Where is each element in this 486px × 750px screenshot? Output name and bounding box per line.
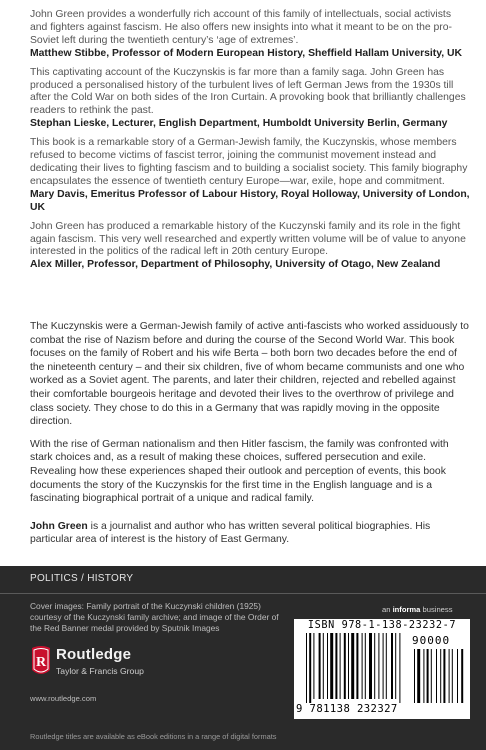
barcode-bar — [362, 633, 363, 699]
review-text: John Green provides a wonderfully rich account of this family of intellectuals, social activists and fighters against fascism. He also offers new insights into what it meant to be on the pro-Soviet left during the twentieth century’s ‘age of extremes’. — [30, 9, 453, 46]
svg-text:R: R — [35, 655, 47, 670]
informa-label — [382, 605, 453, 614]
barcode-bar — [335, 633, 337, 699]
addon-bar — [461, 649, 463, 703]
review-1 — [30, 9, 470, 61]
addon-bar — [423, 649, 424, 703]
addon-bar — [440, 649, 441, 703]
author-bio — [30, 520, 470, 547]
review-text: John Green has produced a remarkable history of the Kuczynski family and its role in the fight again fascism. This very well researched and expertly written volume will be of value to anyone interested in the politics of the radical left in 20th century Europe. — [30, 220, 466, 258]
barcode-bar — [374, 633, 375, 699]
informa-brand: informa — [392, 605, 421, 614]
barcode-bar — [313, 633, 314, 699]
publisher-group: Taylor & Francis Group — [56, 666, 144, 676]
review-attribution: Matthew Stibbe, Professor of Modern European History, Sheffield Hallam University, UK — [30, 47, 463, 59]
barcode-bar — [351, 633, 354, 699]
author-bio-text: is a journalist and author who has written several political biographies. His particular area of interest is the history of East Germany. — [30, 520, 431, 546]
review-4 — [30, 221, 470, 273]
publisher-website: www.routledge.com — [30, 694, 97, 703]
author-name: John Green — [30, 520, 88, 532]
addon-bar — [443, 649, 445, 703]
book-description — [30, 320, 470, 556]
ebook-note: Routledge titles are available as eBook editions in a range of digital formats — [30, 732, 277, 741]
review-attribution: Alex Miller, Professor, Department of Philosophy, University of Otago, New Zealand — [30, 259, 441, 271]
isbn-barcode — [294, 619, 470, 719]
review-attribution: Stephan Lieske, Lecturer, English Department, Humboldt University Berlin, Germany — [30, 118, 448, 130]
addon-bar — [457, 649, 458, 703]
publisher-logo — [30, 644, 190, 686]
review-text: This captivating account of the Kuczynskis is far more than a family saga. John Green has produced a personalised history of the turbulent lives of left German Jews from the 1930s till after the Cold War on both sides of the Iron Curtain. A provoking book that brilliantly challenges readers to rethink the past. — [30, 66, 466, 117]
review-2 — [30, 67, 470, 132]
barcode-bar — [319, 633, 321, 699]
addon-bar — [414, 649, 415, 703]
category-label: POLITICS / HISTORY — [30, 573, 134, 584]
barcode-bar — [330, 633, 333, 699]
informa-suffix: business — [420, 605, 453, 614]
review-3 — [30, 137, 470, 214]
addon-bar — [431, 649, 432, 703]
endorsements-section — [30, 9, 470, 278]
addon-bar — [452, 649, 453, 703]
addon-bar — [436, 649, 437, 703]
barcode-bar — [344, 633, 346, 699]
informa-prefix: an — [382, 605, 393, 614]
barcode-bar — [340, 633, 341, 699]
review-attribution: Mary Davis, Emeritus Professor of Labour History, Royal Holloway, University of London, UK — [30, 188, 470, 213]
barcode-bar — [399, 633, 400, 703]
barcode-bar — [348, 633, 349, 699]
addon-bar — [427, 649, 429, 703]
publisher-name: Routledge — [56, 646, 132, 663]
barcode-bar — [356, 633, 358, 699]
addon-bar — [417, 649, 420, 703]
barcode-bar — [323, 633, 324, 699]
barcode-bar — [327, 633, 328, 699]
isbn-addon-digits: 90000 — [412, 634, 451, 647]
cover-credits: Cover images: Family portrait of the Kuczynski children (1925) courtesy of the Kuczynski family archive; and image of the Order of the Red Banner medal provided by Sputnik Images — [30, 601, 279, 633]
isbn-digits: 9 781138 232327 — [296, 703, 398, 715]
description-paragraph: The Kuczynskis were a German-Jewish family of active anti-fascists who worked assiduously to combat the rise of Nazism before and during the course of the Second World War. This book focuses on the family of Robert and his wife Berta – both born two decades before the end of the nineteenth century – and their six children, five of whom became communists and one who worked as a Soviet agent. The parents, and later their children, rejected and rebelled against their comfortable bourgeois heritage and devoted their lives to the overthrow of privilege and class society. They chose to do this in a Germany that was rapidly moving in the opposite direction. — [30, 321, 469, 428]
barcode-bar — [309, 633, 311, 703]
barcode-bar — [378, 633, 379, 699]
barcode-bar — [395, 633, 396, 699]
footer-band — [0, 566, 486, 750]
addon-bar — [449, 649, 450, 703]
routledge-mark-icon — [30, 644, 52, 682]
barcode-bar — [383, 633, 384, 699]
barcode-bar — [365, 633, 366, 699]
isbn-label: ISBN 978-1-138-23232-7 — [307, 620, 457, 631]
barcode-bar — [369, 633, 372, 699]
barcode-bar — [306, 633, 307, 703]
footer-divider — [0, 593, 486, 594]
review-text: This book is a remarkable story of a German-Jewish family, the Kuczynskis, whose members refused to become victims of fascist terror, joining the communist movement instead and dedicating their lives to fighting fascism and to building a socialist society. This family biography encapsulates the essence of twentieth century Europe—war, exile, hope and commitment. — [30, 137, 468, 187]
description-paragraph: With the rise of German nationalism and then Hitler fascism, the family was confronted with stark choices and, as a result of making these choices, suffered persecution and exile. Revealing how these experiences shaped their outlook and perception of events, this book documents the story of the Kuczynskis for the first time in the English language and is a fascinating biographical portrait of a unique and radical family. — [30, 438, 449, 505]
barcode-bar — [386, 633, 387, 699]
barcode-bar — [391, 633, 393, 699]
